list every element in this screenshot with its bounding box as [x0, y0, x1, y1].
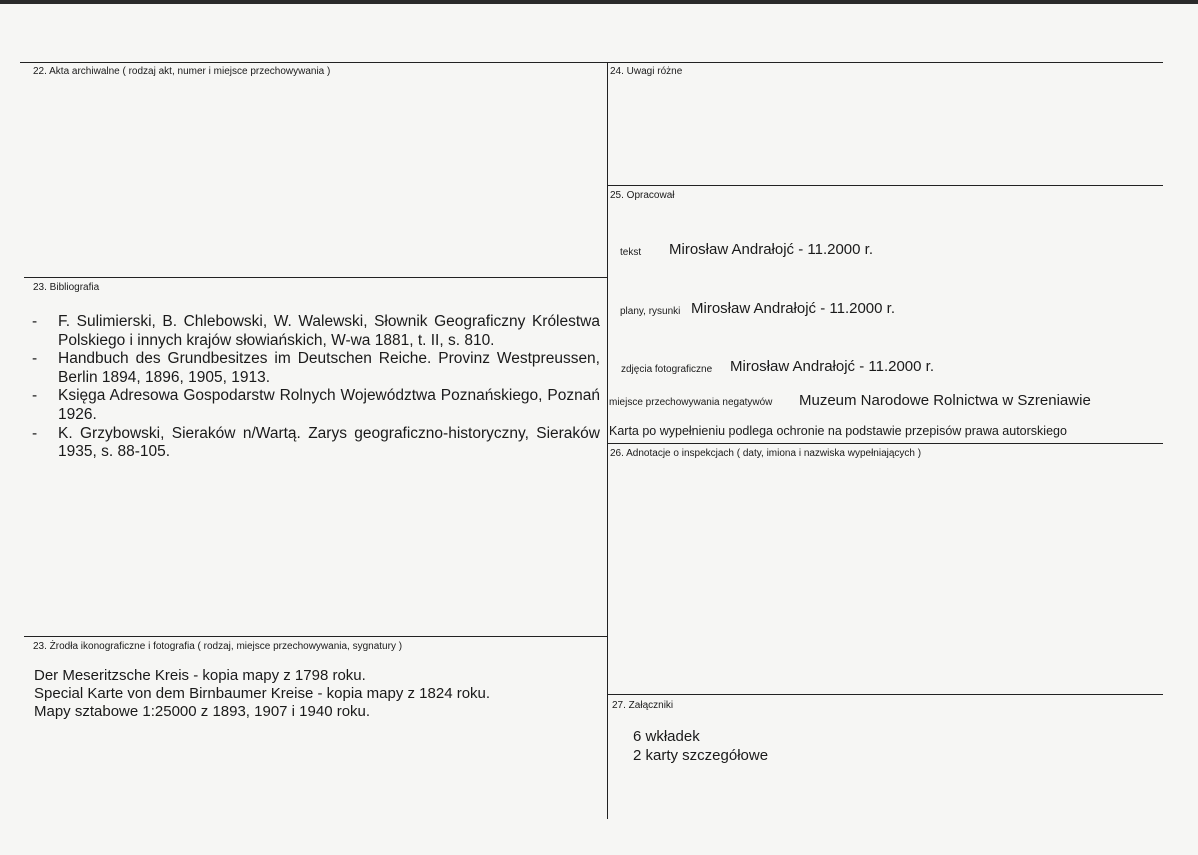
zalaczniki-line: 2 karty szczegółowe: [633, 747, 769, 764]
rule-opracowal-top: [607, 185, 1163, 186]
section-24-label: 24. Uwagi różne: [610, 66, 683, 77]
bibliography-item-text: F. Sulimierski, B. Chlebowski, W. Walewski, Słownik Geograficzny Królestwa Polskiego i innych krajów słowiańskich, W-wa 1881, t. II, s. 810.: [58, 313, 600, 349]
rule-zalaczniki-top: [607, 694, 1163, 695]
rule-adnotacje-top: [607, 443, 1163, 444]
bullet-dash: -: [32, 387, 38, 405]
ikonografia-line: Mapy sztabowe 1:25000 z 1893, 1907 i 1940 roku.: [34, 703, 371, 720]
bibliography-item: [32, 387, 600, 424]
rule-top: [20, 62, 1163, 63]
plany-value: Mirosław Andrałojć - 11.2000 r.: [691, 300, 895, 317]
tekst-label: tekst: [620, 247, 642, 258]
rule-bibliografia-top: [24, 277, 607, 278]
bibliography-item-text: Handbuch des Grundbesitzes im Deutschen Reiche. Provinz Westpreussen, Berlin 1894, 1896, 1905, 1913.: [58, 350, 600, 386]
section-23-ikonografia-label: 23. Żrodła ikonograficzne i fotografia ( rodzaj, miejsce przechowywania, sygnatury ): [33, 641, 403, 652]
column-divider: [607, 62, 608, 819]
copyright-notice: Karta po wypełnieniu podlega ochronie na podstawie przepisów prawa autorskiego: [609, 424, 1067, 438]
section-22-label: 22. Akta archiwalne ( rodzaj akt, numer i miejsce przechowywania ): [33, 66, 331, 77]
rule-ikono-top: [24, 636, 607, 637]
bullet-dash: -: [32, 313, 38, 330]
bibliography-list: [32, 313, 600, 462]
section-25-label: 25. Opracował: [610, 190, 675, 201]
zalaczniki-line: 6 wkładek: [633, 728, 700, 745]
plany-label: plany, rysunki: [620, 306, 681, 317]
bullet-dash: -: [32, 424, 38, 442]
bibliography-item-text: K. Grzybowski, Sieraków n/Wartą. Zarys geograficzno-historyczny, Sieraków 1935, s. 88-105.: [58, 424, 600, 461]
miejsce-value: Muzeum Narodowe Rolnictwa w Szreniawie: [799, 392, 1091, 409]
bibliography-item: [32, 313, 600, 350]
bibliography-item: [32, 350, 600, 387]
zalaczniki-lines: [633, 727, 768, 765]
zdjecia-label: zdjęcia fotograficzne: [621, 364, 713, 375]
ikonografia-line: Special Karte von dem Birnbaumer Kreise - kopia mapy z 1824 roku.: [34, 685, 491, 702]
bibliography-item-text: Księga Adresowa Gospodarstw Rolnych Województwa Poznańskiego, Poznań 1926.: [58, 387, 600, 423]
bibliography-item: [32, 425, 600, 462]
section-27-label: 27. Załączniki: [612, 700, 674, 711]
miejsce-label: miejsce przechowywania negatywów: [609, 397, 773, 408]
section-23-bibliografia-label: 23. Bibliografia: [33, 282, 100, 293]
zdjecia-value: Mirosław Andrałojć - 11.2000 r.: [730, 358, 934, 375]
scan-top-edge: [0, 0, 1198, 4]
section-26-label: 26. Adnotacje o inspekcjach ( daty, imiona i nazwiska wypełniających ): [610, 448, 922, 459]
ikonografia-lines: [34, 667, 490, 721]
ikonografia-line: Der Meseritzsche Kreis - kopia mapy z 1798 roku.: [34, 667, 366, 684]
tekst-value: Mirosław Andrałojć - 11.2000 r.: [669, 241, 873, 258]
bullet-dash: -: [32, 350, 38, 368]
